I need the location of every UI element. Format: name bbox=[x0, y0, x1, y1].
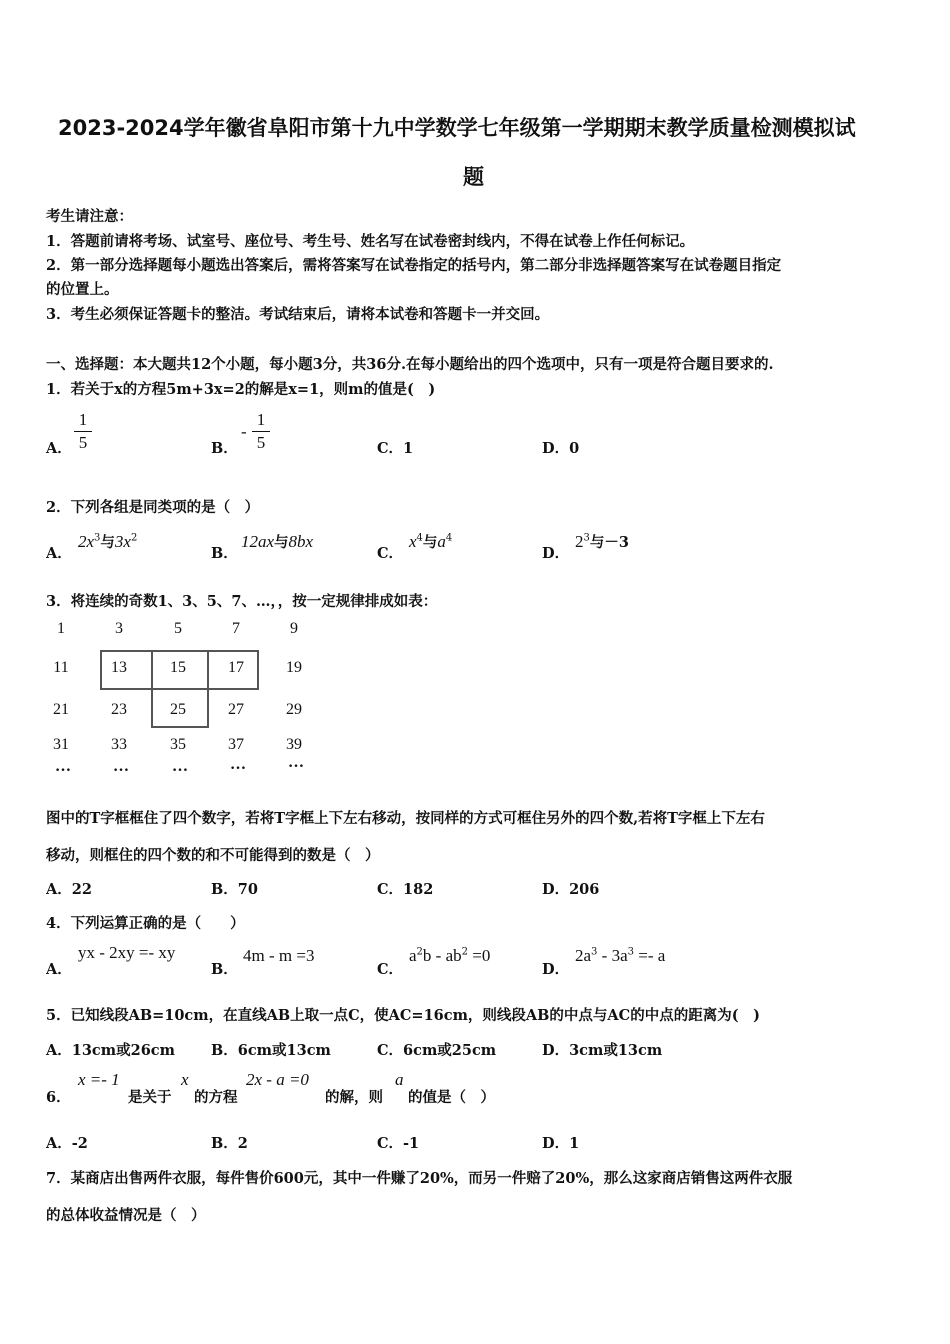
table-cell: 33 bbox=[111, 736, 127, 753]
table-cell: 5 bbox=[174, 620, 182, 637]
q6-option-b: B．2 bbox=[211, 1135, 248, 1152]
q3-option-b: B．70 bbox=[211, 881, 258, 898]
q5-option-c: C．6cm或25cm bbox=[377, 1042, 497, 1059]
q7-stem-line-1: 7．某商店出售两件衣服，每件售价600元，其中一件赚了20%，而另一件赔了20%，那么这家商店销售这两件衣服 bbox=[46, 1170, 793, 1187]
q2-option-d: D． bbox=[542, 545, 570, 562]
table-cell: 27 bbox=[228, 701, 244, 718]
notice-item-1: 1．答题前请将考场、试室号、座位号、考生号、姓名写在试卷密封线内，不得在试卷上作任何标记。 bbox=[46, 233, 695, 250]
q5-option-a: A．13cm或26cm bbox=[46, 1042, 175, 1059]
q1-option-b: B． bbox=[211, 440, 238, 457]
q1-option-c: C．1 bbox=[377, 440, 414, 457]
q1-stem: 1．若关于x的方程5m+3x=2的解是x=1，则m的值是( ) bbox=[46, 381, 436, 398]
table-cell: 15 bbox=[170, 659, 186, 676]
table-cell: … bbox=[113, 758, 129, 775]
q6-option-a: A．-2 bbox=[46, 1135, 88, 1152]
q6-math-3: 2x - a =0 bbox=[246, 1070, 309, 1089]
table-cell: 17 bbox=[228, 659, 244, 676]
notice-heading: 考生请注意： bbox=[46, 208, 133, 225]
table-cell: 21 bbox=[53, 701, 69, 718]
table-cell: 31 bbox=[53, 736, 69, 753]
notice-item-2: 2．第一部分选择题每小题选出答案后，需将答案写在试卷指定的括号内，第二部分非选择题答案写在试卷题目指定 bbox=[46, 257, 782, 274]
table-cell: … bbox=[172, 758, 188, 775]
q6-math-1: x =- 1 bbox=[78, 1070, 120, 1089]
q5-option-d: D．3cm或13cm bbox=[542, 1042, 663, 1059]
table-cell: 39 bbox=[286, 736, 302, 753]
q2-stem: 2．下列各组是同类项的是（ ） bbox=[46, 499, 260, 516]
q7-stem-line-2: 的总体收益情况是（ ） bbox=[46, 1207, 206, 1224]
q2-option-b: B． bbox=[211, 545, 238, 562]
table-cell: 23 bbox=[111, 701, 127, 718]
table-cell: 9 bbox=[290, 620, 298, 637]
q4-option-b: B． bbox=[211, 961, 238, 978]
table-cell: 29 bbox=[286, 701, 302, 718]
table-cell: 35 bbox=[170, 736, 186, 753]
q2-option-a: A． bbox=[46, 545, 72, 562]
table-cell: 11 bbox=[53, 659, 69, 676]
section-heading: 一、选择题：本大题共12个小题，每小题3分，共36分.在每小题给出的四个选项中，只有一项是符合题目要求的. bbox=[46, 356, 774, 373]
q6-text-3: 的解，则 bbox=[325, 1089, 383, 1106]
table-cell: … bbox=[288, 754, 304, 771]
q4-stem: 4．下列运算正确的是（ ） bbox=[46, 915, 245, 932]
q2-c-expression: $x^4$与$a^4$ bbox=[409, 532, 453, 551]
q3-option-d: D．206 bbox=[542, 881, 600, 898]
q4-option-c: C． bbox=[377, 961, 404, 978]
q1-b-sign: - bbox=[241, 422, 247, 441]
q6-text-2: 的方程 bbox=[194, 1089, 238, 1106]
table-cell: 13 bbox=[111, 659, 127, 676]
q3-option-c: C．182 bbox=[377, 881, 434, 898]
q6-text-1: 是关于 bbox=[128, 1089, 172, 1106]
q1-a-fraction: 1 5 bbox=[74, 410, 92, 453]
table-cell: … bbox=[230, 756, 246, 773]
table-cell: 37 bbox=[228, 736, 244, 753]
q4-option-d: D． bbox=[542, 961, 570, 978]
notice-item-2-cont: 的位置上。 bbox=[46, 281, 119, 298]
q1-option-a: A． bbox=[46, 440, 72, 457]
q4-a-expression: yx - 2xy =- xy bbox=[78, 943, 176, 962]
q3-option-a: A．22 bbox=[46, 881, 92, 898]
q3-text-line-1: 图中的T字框框住了四个数字，若将T字框上下左右移动，按同样的方式可框住另外的四个数,若将T字框上下左右 bbox=[46, 810, 765, 827]
q4-b-expression: 4m - m =3 bbox=[243, 946, 315, 965]
q3-stem: 3．将连续的奇数1、3、5、7、…，，按一定规律排成如表： bbox=[46, 593, 438, 610]
notice-item-3: 3．考生必须保证答题卡的整洁。考试结束后，请将本试卷和答题卡一并交回。 bbox=[46, 306, 550, 323]
q6-option-d: D．1 bbox=[542, 1135, 580, 1152]
q2-b-expression: 12ax与8bx bbox=[241, 532, 314, 551]
q2-option-c: C． bbox=[377, 545, 404, 562]
q6-math-2: x bbox=[181, 1070, 189, 1089]
page-title: 2023-2024学年徽省阜阳市第十九中学数学七年级第一学期期末教学质量检测模拟试 bbox=[58, 116, 856, 140]
table-cell: 25 bbox=[170, 701, 186, 718]
q3-text-line-2: 移动，则框住的四个数的和不可能得到的数是（ ） bbox=[46, 847, 380, 864]
q5-stem: 5．已知线段AB=10cm，在直线AB上取一点C，使AC=16cm，则线段AB的中点与AC的中点的距离为( ) bbox=[46, 1007, 760, 1024]
q1-b-fraction: 1 5 bbox=[252, 410, 270, 453]
q6-number: 6． bbox=[46, 1089, 71, 1106]
q2-d-expression: $2^3$与－3 bbox=[575, 532, 629, 551]
q6-text-4: 的值是（ ） bbox=[408, 1089, 495, 1106]
q1-option-d: D．0 bbox=[542, 440, 580, 457]
table-cell: 7 bbox=[232, 620, 240, 637]
q4-d-expression: $2a^3 - 3a^3 =- a$ bbox=[575, 946, 666, 965]
q4-c-expression: $a^2b - ab^2 =0$ bbox=[409, 946, 491, 965]
q6-option-c: C．-1 bbox=[377, 1135, 420, 1152]
table-cell: … bbox=[55, 758, 71, 775]
table-cell: 1 bbox=[57, 620, 65, 637]
q6-math-4: a bbox=[395, 1070, 404, 1089]
q5-option-b: B．6cm或13cm bbox=[211, 1042, 331, 1059]
page-title-continued: 题 bbox=[463, 165, 484, 189]
q2-a-expression: $2x^3$与$3x^2$ bbox=[78, 532, 138, 551]
table-cell: 19 bbox=[286, 659, 302, 676]
q4-option-a: A． bbox=[46, 961, 72, 978]
table-cell: 3 bbox=[115, 620, 123, 637]
